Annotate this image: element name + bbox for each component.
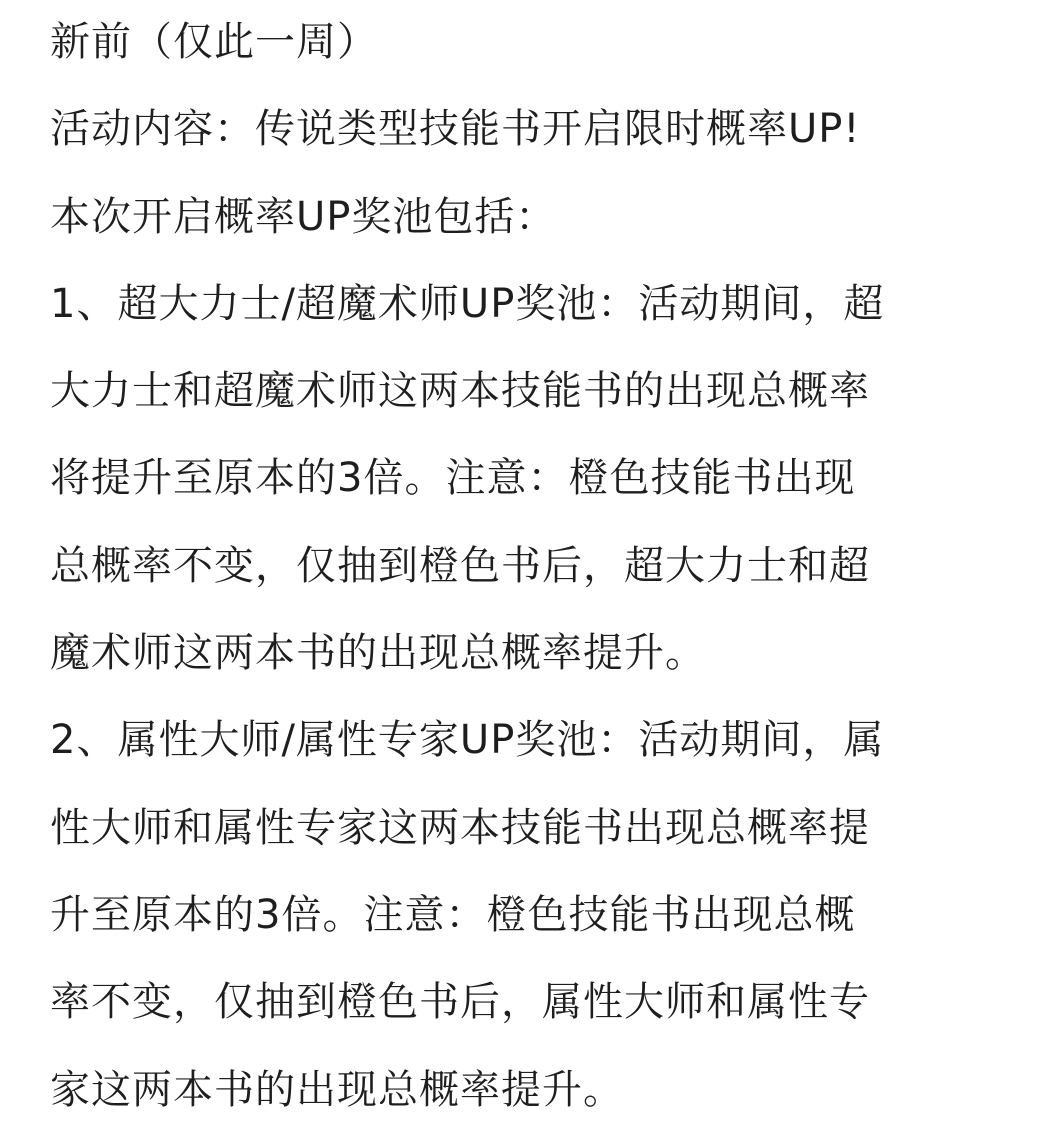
- text-line: 性大师和属性专家这两本技能书出现总概率提: [50, 804, 870, 851]
- text-line: 将提升至原本的3倍。注意：橙色技能书出现: [50, 455, 856, 502]
- text-line: 总概率不变，仅抽到橙色书后，超大力士和超: [50, 542, 870, 589]
- text-line: 大力士和超魔术师这两本技能书的出现总概率: [50, 368, 870, 415]
- text-line: 1、超大力士/超魔术师UP奖池：活动期间，超: [50, 280, 885, 327]
- text-line: 活动内容：传说类型技能书开启限时概率UP!: [50, 106, 861, 153]
- text-line: 家这两本书的出现总概率提升。: [50, 1066, 624, 1113]
- heading-line: 新前（仅此一周）: [50, 19, 378, 65]
- text-line: 率不变，仅抽到橙色书后，属性大师和属性专: [50, 979, 870, 1026]
- text-line: 魔术师这两本书的出现总概率提升。: [50, 630, 706, 677]
- text-line: 本次开启概率UP奖池包括：: [50, 193, 557, 240]
- text-line: 2、属性大师/属性专家UP奖池：活动期间，属: [50, 717, 885, 764]
- announcement-text: [50, 10, 1038, 1145]
- text-line: 升至原本的3倍。注意：橙色技能书出现总概: [50, 891, 856, 938]
